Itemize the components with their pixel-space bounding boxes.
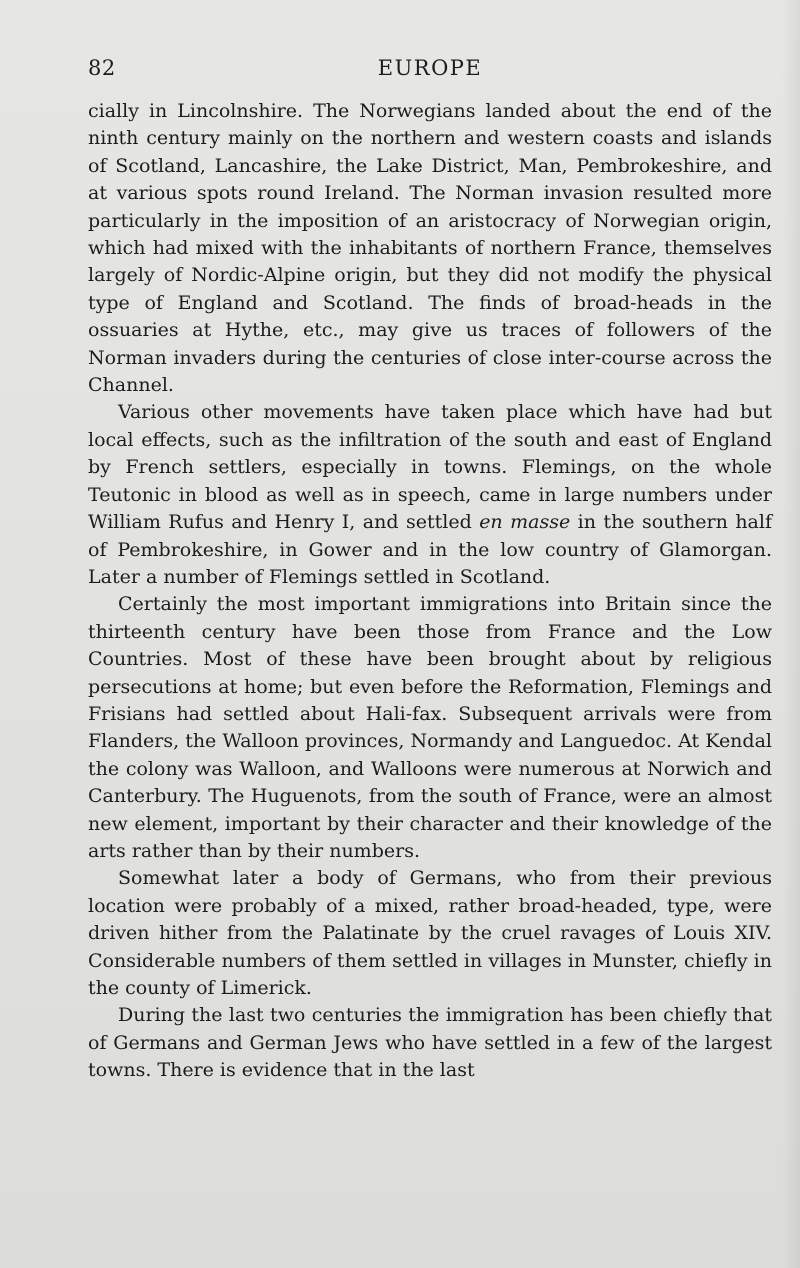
paragraph-1: cially in Lincolnshire. The Norwegians landed about the end of the ninth century mainly on the northern and western coasts and islands of Scotland, Lancashire, the Lake District, Man, Pembrokeshire, and at various spots round Ireland. The Norman invasion resulted more particularly in the imposition of an aristocracy of Norwegian origin, which had mixed with the inhabitants of northern France, themselves largely of Nordic-Alpine origin, but they did not modify the physical type of England and Scotland. The finds of broad-heads in the ossuaries at Hythe, etc., may give us traces of followers of the Norman invaders during the centuries of close inter-course across the Channel. <box>88 100 772 397</box>
paragraph-3: Certainly the most important immigrations into Britain since the thirteenth century have been those from France and the Low Countries. Most of these have been brought about by religious persecutions at home; but even before the Reformation, Flemings and Frisians had settled about Hali-fax. Subsequent arrivals were from Flanders, the Walloon provinces, Normandy and Languedoc. At Kendal the colony was Walloon, and Walloons were numerous at Norwich and Canterbury. The Huguenots, from the south of France, were an almost new element, important by their character and their knowledge of the arts rather than by their numbers. <box>88 593 772 862</box>
page-edge-shadow <box>782 0 800 1268</box>
page-number: 82 <box>88 56 116 80</box>
body-text <box>88 98 772 1085</box>
page-header <box>88 56 772 90</box>
paragraph-2 <box>88 399 772 591</box>
running-title: EUROPE <box>377 56 483 80</box>
paragraph-2-part-1: Various other movements have taken place which have had but local effects, such as the infiltration of the south and east of England by French settlers, especially in towns. Flemings, on the whole Teutonic in blood as well as in speech, came in large numbers under William Rufus and Henry I, and settled <box>88 401 772 534</box>
paragraph-5: During the last two centuries the immigration has been chiefly that of Germans and German Jews who have settled in a few of the largest towns. There is evidence that in the last <box>88 1004 772 1082</box>
paragraph-2-italic: en masse <box>479 511 571 534</box>
paragraph-4: Somewhat later a body of Germans, who from their previous location were probably of a mixed, rather broad-headed, type, were driven hither from the Palatinate by the cruel ravages of Louis XIV. Considerable numbers of them settled in villages in Munster, chiefly in the county of Limerick. <box>88 867 772 999</box>
paragraph-2-part-2: in the southern half of Pembrokeshire, in Gower and in the low country of Glamorgan. Later a number of Flemings settled in Scotland. <box>88 511 772 588</box>
